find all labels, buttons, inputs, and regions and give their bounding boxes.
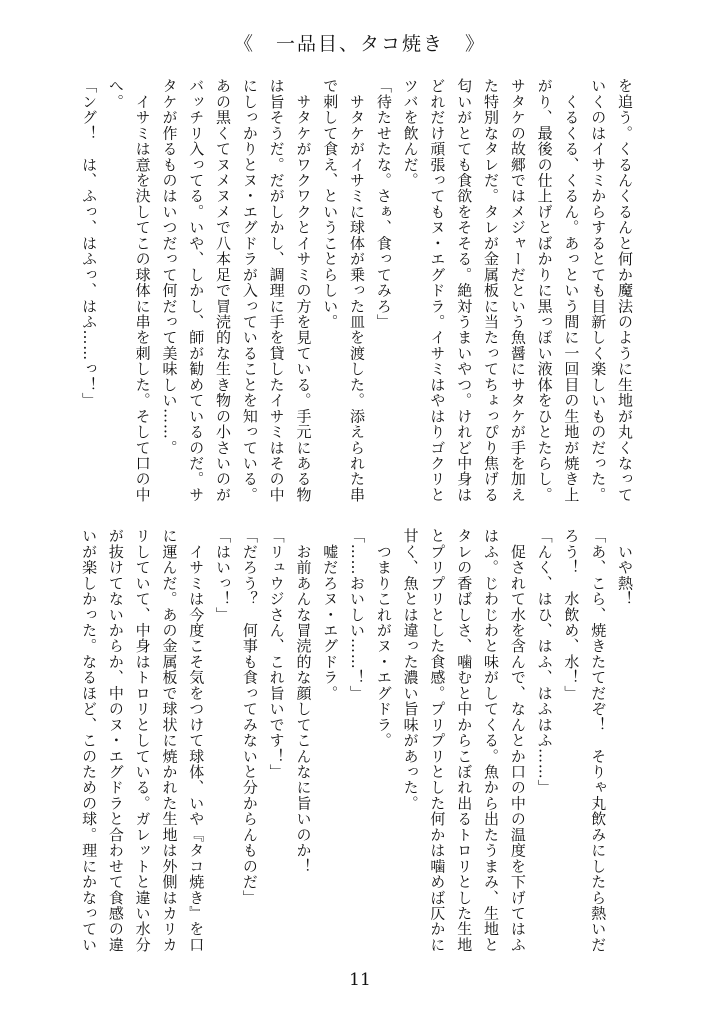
text-line: ツバを飲んだ。 <box>401 78 420 189</box>
text-line: つまりこれがヌ・エグドラ。 <box>374 528 393 749</box>
text-line: リしていて、中身はトロリとしている。ガレットと違い水分 <box>133 528 152 953</box>
text-line: どれだけ頑張ってもヌ・エグドラ。イサミはやはりゴクリと <box>428 78 447 503</box>
text-line: 嘘だろヌ・エグドラ。 <box>321 528 340 701</box>
text-line: いくのはイサミからするとても目新しく楽しいものだった。 <box>589 78 608 503</box>
text-line: サタケがイサミに球体が乗った皿を渡した。添えられた串 <box>348 78 367 503</box>
text-line: くるくる、くるん。あっという間に一回目の生地が焼き上 <box>562 78 581 503</box>
page-number: 11 <box>349 970 371 990</box>
text-line: へ。 <box>106 78 125 110</box>
text-line: 甘く、魚とは違った濃い旨味があった。 <box>401 528 420 811</box>
text-line: にしっかりとヌ・エグドラが入っていることを知っている。 <box>240 78 259 503</box>
text-line: 「あ、こら、焼きたてだぞ！ そりゃ丸飲みにしたら熱いだ <box>589 528 608 953</box>
text-line: 「はいっ！」 <box>214 528 233 623</box>
text-line: あの黒くてヌメヌメで八本足で冒涜的な生き物の小さいのが <box>214 78 233 503</box>
text-line: とプリプリとした食感。プリプリとした何かは噛めば仄かに <box>428 528 447 953</box>
text-line: を追う。くるんくるんと何か魔法のように生地が丸くなって <box>616 78 634 503</box>
text-line: タレの香ばしさ、噛むと中からこぼれ出るトロリとした生地 <box>455 528 474 953</box>
text-line: いが楽しかった。なるほど、このための球。理にかなってい <box>80 528 99 953</box>
text-line: が抜けてないからか、中のヌ・エグドラと合わせて食感の違 <box>106 528 125 953</box>
text-line: イサミは今度こそ気をつけて球体、いや『タコ焼き』を口 <box>187 528 206 953</box>
text-line: お前あんな冒涜的な顔してこんなに旨いのか！ <box>294 528 313 874</box>
text-line: た特別なタレだ。タレが金属板に当たってちょっぴり焦げる <box>482 78 501 503</box>
text-line: 促されて水を含んで、なんとか口の中の温度を下げてはふ <box>508 528 527 953</box>
text-line: サタケがワクワクとイサミの方を見ている。手元にある物 <box>294 78 313 503</box>
text-line: ろう！ 水飲め、水！」 <box>562 528 581 701</box>
text-line: タケが作るものはいつだって何だって美味しい……。 <box>160 78 179 456</box>
text-line: で刺して食え、ということらしい。 <box>321 78 340 330</box>
text-line: 「ング！ は、ふっ、はふっ、はふ……っ！」 <box>80 78 99 409</box>
bottom-text-block <box>62 528 638 953</box>
text-line: いや熱！ <box>616 528 634 607</box>
text-line: イサミは意を決してこの球体に串を刺した。そして口の中 <box>133 78 152 503</box>
text-line: がり、最後の仕上げとばかりに黒っぽい液体をひとたらし。 <box>535 78 554 503</box>
text-line: は旨そうだ。だがしかし、調理に手を貸したイサミはその中 <box>267 78 286 503</box>
text-line: 「……おいしい……！」 <box>348 528 367 701</box>
text-line: 「だろう？ 何事も食ってみないと分からんものだ」 <box>240 528 259 906</box>
top-text-block <box>62 78 638 503</box>
text-line: 「んく、はひ、はふ、はふはふ……」 <box>535 528 554 796</box>
text-line: 「リュウジさん、これ旨いです！」 <box>267 528 286 780</box>
text-line: はふ。じわじわと味がしてくる。魚から出たうまみ、生地と <box>482 528 501 953</box>
text-line: バッチリ入ってる。いや、しかし、師が勧めているのだ。サ <box>187 78 206 503</box>
page-title: 《 一品目、タコ焼き 》 <box>233 33 486 55</box>
text-line: 「待たせたな。さぁ、食ってみろ」 <box>374 78 393 330</box>
text-line: サタケの故郷ではメジャーだという魚醤にサタケが手を加え <box>508 78 527 503</box>
text-line: に運んだ。あの金属板で球状に焼かれた生地は外側はカリカ <box>160 528 179 953</box>
text-line: 匂いがとても食欲をそそる。絶対うまいやつ。けれど中身は <box>455 78 474 503</box>
